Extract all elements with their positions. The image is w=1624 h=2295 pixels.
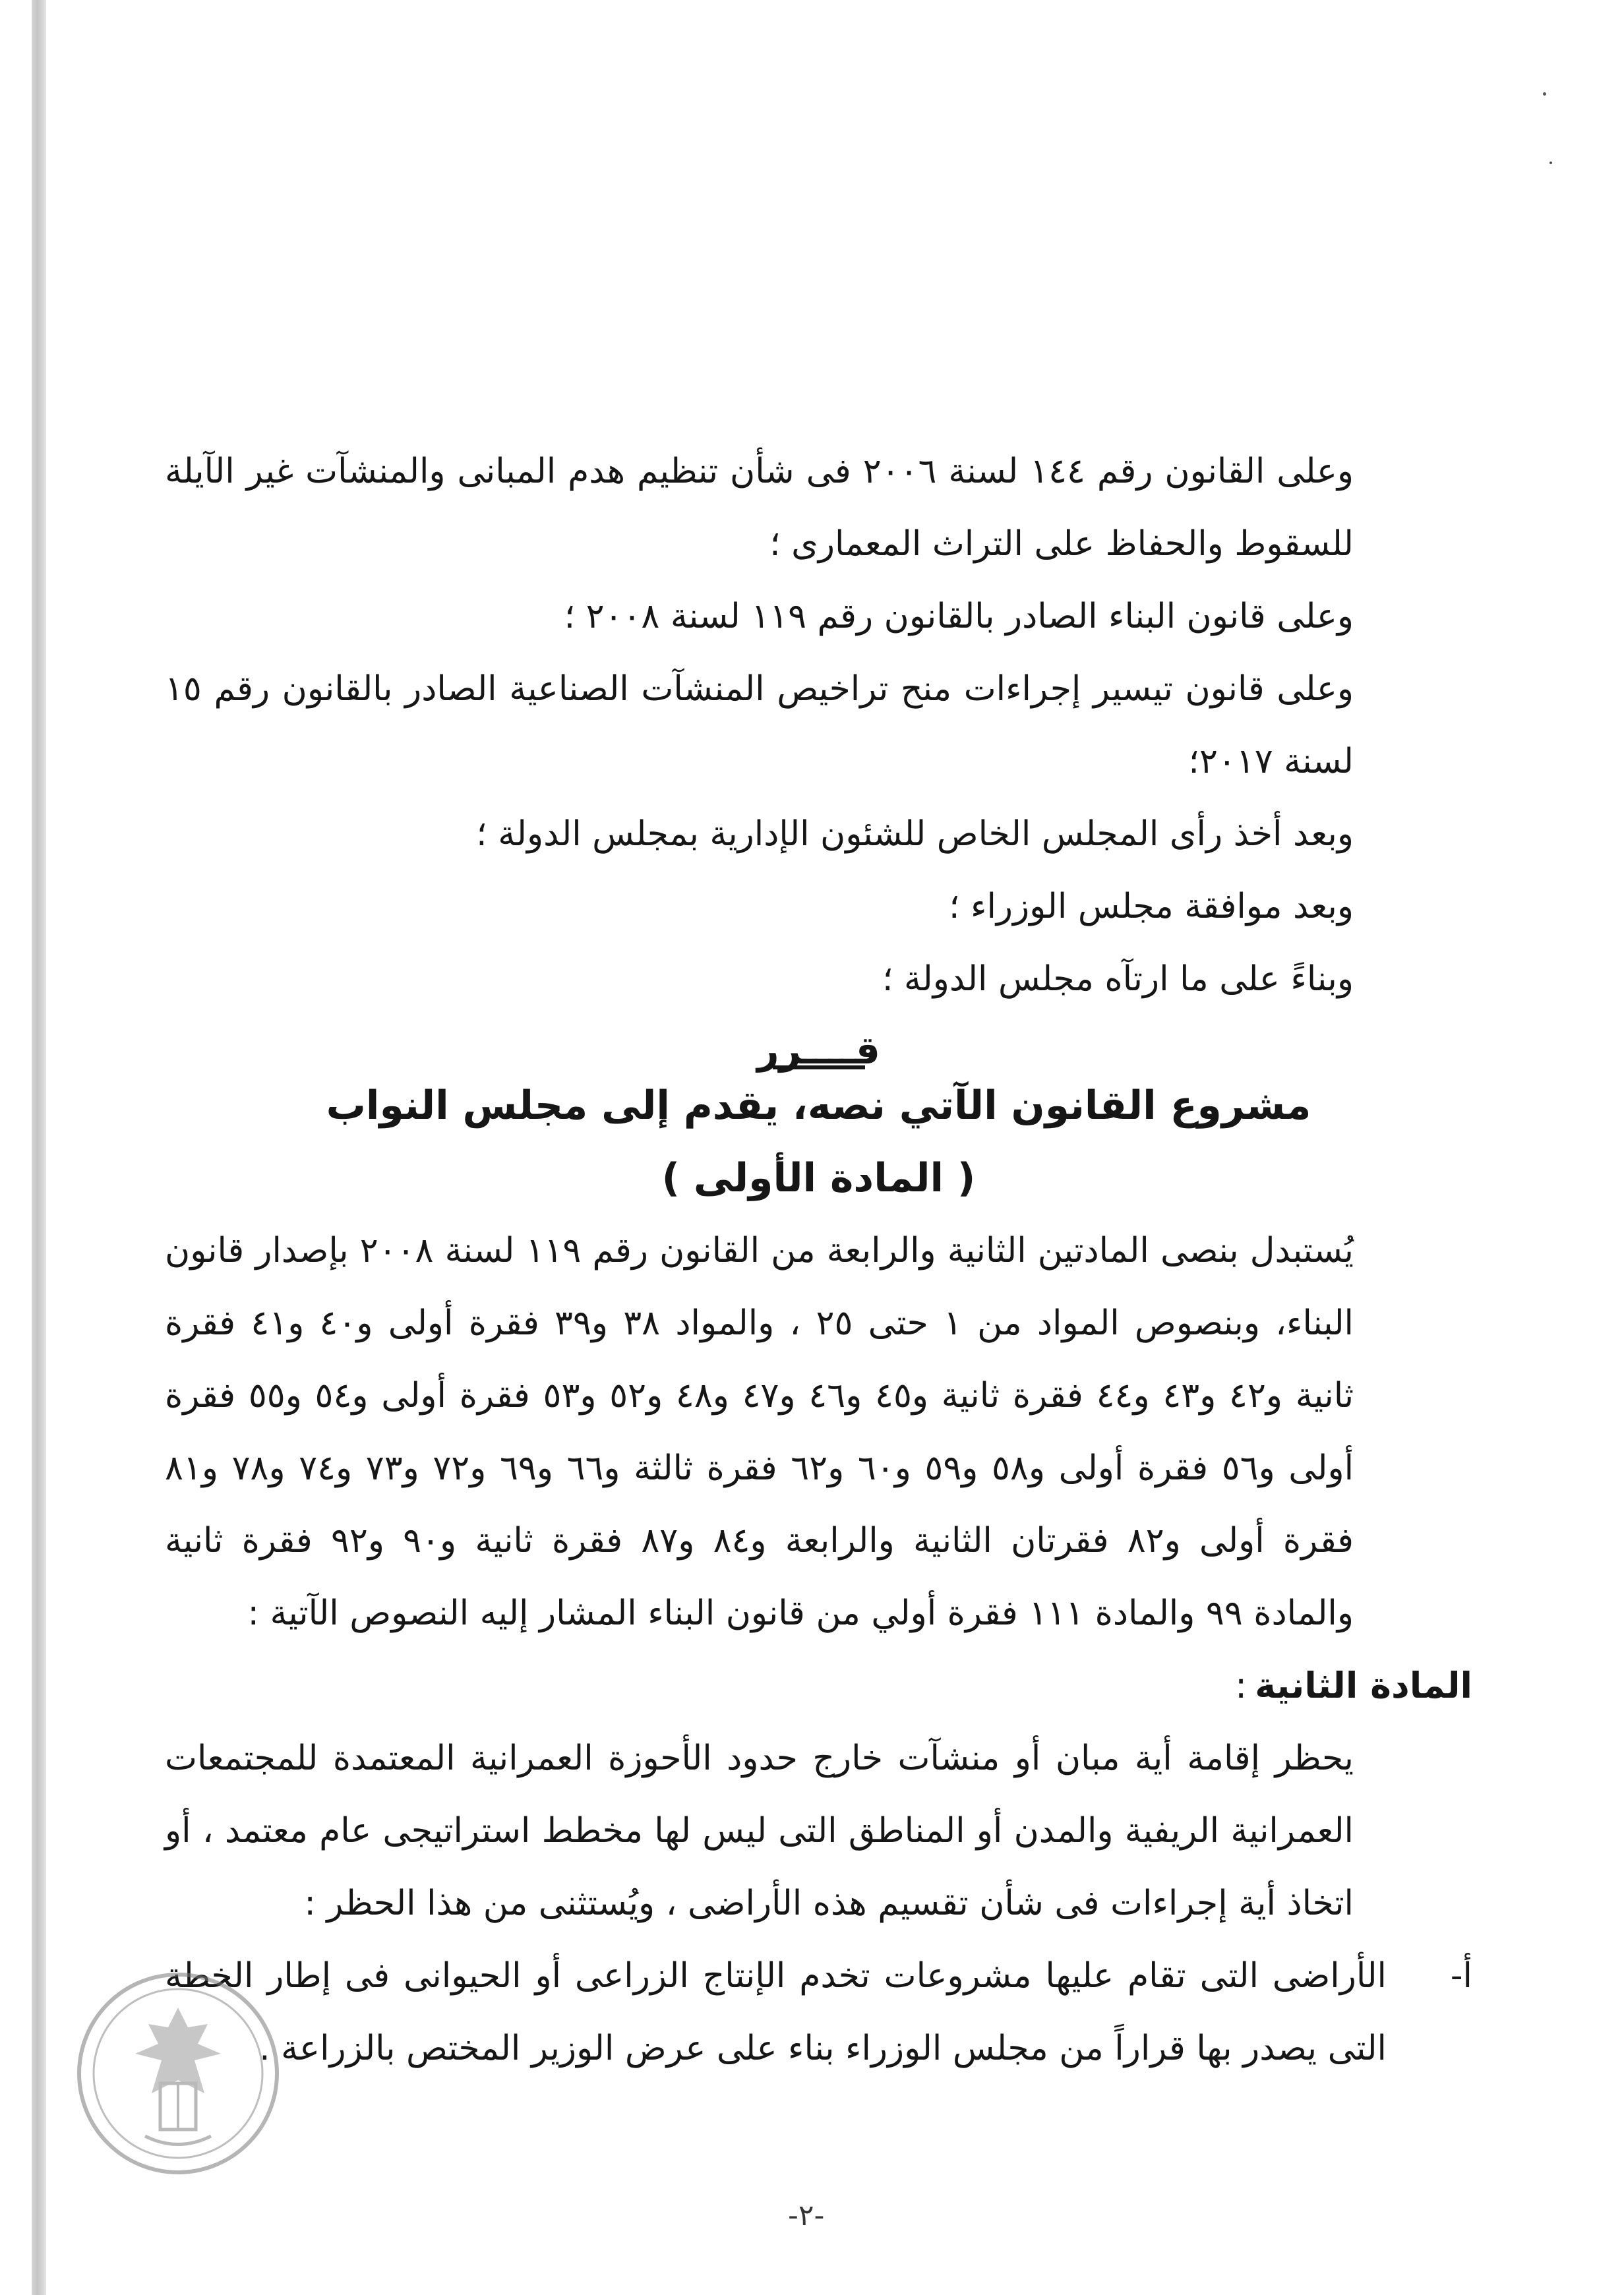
article-two-heading: [165, 1650, 1472, 1722]
decree-word: قــــرر: [757, 1028, 880, 1073]
preamble-paragraph: وعلى قانون البناء الصادر بالقانون رقم ١١٩ لسنة ٢٠٠٨ ؛: [564, 597, 1354, 636]
list-item-text: الأراضى التى تقام عليها مشروعات تخدم الإنتاج الزراعى أو الحيوانى فى إطار الخطة التى يصدر بها قراراً من مجلس الوزراء بناء على عرض الوزير المختص بالزراعة .: [165, 1956, 1387, 2068]
scan-speck: [1549, 162, 1552, 164]
article-two-heading-label: المادة الثانية: [1255, 1665, 1472, 1706]
article-one-text: يُستبدل بنصى المادتين الثانية والرابعة من القانون رقم ١١٩ لسنة ٢٠٠٨ بإصدار قانون البناء، وبنصوص المواد من ١ حتى ٢٥ ، والمواد ٣٨ و٣٩ فقرة أولى و٤٠ و٤١ فقرة ثانية و٤٢ و٤٣ و٤٤ فقرة ثانية و٤٥ و٤٦ و٤٧ و٤٨ و٥٢ و٥٣ فقرة أولى و٥٤ و٥٥ فقرة أولى و٥٦ فقرة أولى و٥٨ و٥٩ و٦٠ و٦٢ فقرة ثالثة و٦٦ و٦٩ و٧٢ و٧٣ و٧٤ و٧٨ و٨١ فقرة أولى و٨٢ فقرتان الثانية والرابعة و٨٤ و٨٧ فقرة ثانية و٩٠ و٩٢ فقرة ثانية والمادة ٩٩ والمادة ١١١ فقرة أولي من قانون البناء المشار إليه النصوص الآتية :: [165, 1231, 1354, 1633]
page-number: -٢-: [788, 2199, 825, 2232]
list-item-marker: أ-: [1450, 1956, 1472, 1996]
list-item: [165, 1940, 1472, 2085]
state-eagle-seal-icon: [69, 1961, 287, 2186]
article-two-text: يحظر إقامة أية مبان أو منشآت خارج حدود الأحوزة العمرانية المعتمدة للمجتمعات العمرانية الريفية والمدن أو المناطق التى ليس لها مخطط استراتيجى عام معتمد ، أو اتخاذ أية إجراءات فى شأن تقسيم هذه الأراضى ، ويُستثنى من هذا الحظر :: [165, 1739, 1354, 1923]
preamble-paragraph: وبعد أخذ رأى المجلس الخاص للشئون الإدارية بمجلس الدولة ؛: [476, 814, 1354, 854]
article-one-title: ( المادة الأولى ): [661, 1155, 976, 1201]
bill-title: مشروع القانون الآتي نصه، يقدم إلى مجلس النواب: [326, 1083, 1311, 1129]
preamble-paragraph: وعلى القانون رقم ١٤٤ لسنة ٢٠٠٦ فى شأن تنظيم هدم المبانى والمنشآت غير الآيلة للسقوط والحفاظ على التراث المعمارى ؛: [165, 452, 1354, 564]
preamble-paragraph: وعلى قانون تيسير إجراءات منح تراخيص المنشآت الصناعية الصادر بالقانون رقم ١٥ لسنة ٢٠١٧؛: [165, 669, 1354, 781]
preamble-paragraph: وبعد موافقة مجلس الوزراء ؛: [948, 887, 1354, 926]
page-binding-edge: [32, 0, 46, 2295]
scan-speck: [1543, 92, 1546, 96]
article-two-heading-colon: :: [1234, 1665, 1248, 1706]
preamble-paragraph: وبناءً على ما ارتآه مجلس الدولة ؛: [882, 959, 1354, 999]
document-body: [165, 435, 1472, 2085]
